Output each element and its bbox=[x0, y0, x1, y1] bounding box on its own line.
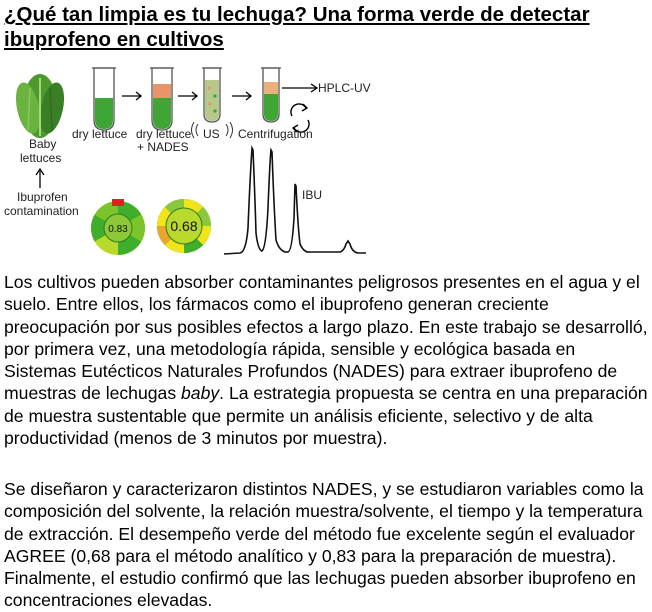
baby-label: Baby bbox=[29, 137, 57, 151]
dry-lettuce-label: dry lettuce bbox=[72, 127, 128, 141]
dry-lettuce-nades-label-2: + NADES bbox=[137, 140, 189, 154]
test-tube-icon bbox=[202, 68, 222, 122]
paragraph-intro-text-1: Los cultivos pueden absorber contaminantes peligrosos presentes en el agua y el suelo. Entre ellos, los fármacos como el ibuprofeno generan creciente preocupación por sus posibles efectos a largo plazo. En este trabajo se desarrolló, por primera vez, una metodología rápida, sensible y ecológica basada en Sistemas Eutécticos Naturales Profundos (NADES) para extraer ibuprofeno de muestras de lechugas bbox=[4, 272, 648, 404]
arrow-right-icon bbox=[232, 92, 251, 100]
lettuces-label: lettuces bbox=[20, 151, 62, 165]
arrow-right-icon bbox=[178, 92, 197, 100]
arrow-right-icon bbox=[122, 92, 141, 100]
ibu-label: IBU bbox=[302, 188, 323, 202]
hplc-label: HPLC-UV bbox=[318, 81, 371, 95]
dry-lettuce-nades-label-1: dry lettuce bbox=[136, 127, 192, 141]
ibuprofen-label: Ibuprofen bbox=[17, 190, 68, 204]
agree-score-sample-preparation: 0.83 bbox=[108, 224, 128, 235]
article-title: ¿Qué tan limpia es tu lechuga? Una forma verde de detectar ibuprofeno en cultivos bbox=[4, 3, 590, 51]
test-tube-icon bbox=[261, 68, 281, 122]
contamination-label: contamination bbox=[4, 204, 79, 218]
test-tube-icon bbox=[92, 68, 116, 130]
arrow-right-icon bbox=[282, 84, 317, 92]
us-label: US bbox=[203, 127, 220, 141]
agree-pictogram bbox=[91, 199, 145, 255]
lettuce-icon bbox=[12, 74, 68, 138]
paragraph-results: Se diseñaron y caracterizaron distintos NADES, y se estudiaron variables como la composición del solvente, la relación muestra/solvente, el tiempo y la temperatura de extracción. El desempeño verde del método fue excelente según el evaluador AGREE (0,68 para el método analítico y 0,83 para la preparación de muestra). Finalmente, el estudio confirmó que las lechugas pueden absorber ibuprofeno en concentraciones elevadas. bbox=[4, 479, 644, 611]
paragraph-intro-text-2: . La estrategia propuesta se centra en una preparación de muestra sustentable que permite un análisis eficiente, selectivo y de alta productividad (menos de 3 minutos por muestra). bbox=[4, 383, 648, 449]
paragraph-intro-italic: baby bbox=[181, 383, 220, 404]
chromatogram bbox=[224, 148, 366, 254]
arrow-up-icon bbox=[36, 169, 44, 188]
paragraph-intro bbox=[4, 271, 652, 449]
agree-pictogram bbox=[157, 199, 211, 253]
test-tube-icon bbox=[150, 68, 174, 130]
centrifugation-label: Centrifugation bbox=[238, 127, 313, 141]
graphical-abstract bbox=[0, 58, 652, 263]
agree-score-analytical-method: 0.68 bbox=[170, 218, 198, 234]
